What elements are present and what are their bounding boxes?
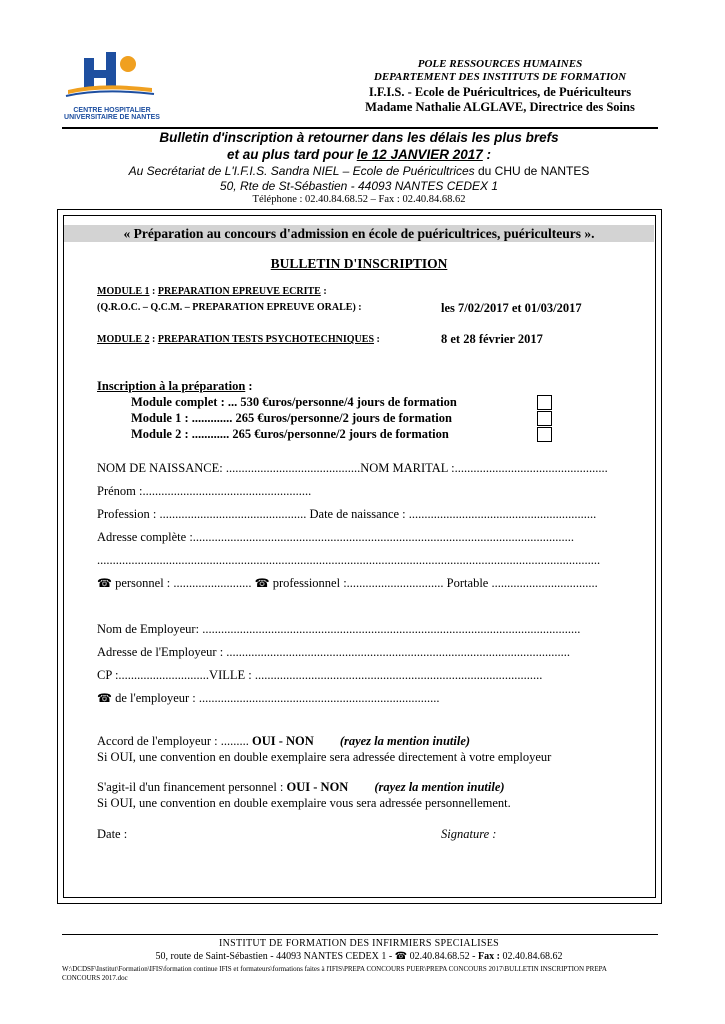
field-prenom[interactable]: Prénom :...................................................... [97, 484, 312, 498]
module1-heading [97, 286, 327, 297]
chu-nantes: du CHU de NANTES [474, 164, 590, 178]
intro-line1: Bulletin d'inscription à retourner dans les délais les plus brefs [159, 130, 559, 145]
logo-line2: UNIVERSITAIRE DE NANTES [64, 114, 160, 121]
option-module-complet: Module complet : ... 530 €uros/personne/4 jours de formation [131, 395, 457, 409]
logo-mark-icon [62, 50, 162, 102]
org-departement: DEPARTEMENT DES INSTITUTS DE FORMATION [373, 71, 627, 83]
module2-heading [97, 334, 380, 345]
tel-employeur: de l'employeur : ............................................................................. [111, 691, 440, 705]
field-profession-naissance[interactable]: Profession : ............................................... Date de naissance : ............................................................ [97, 507, 597, 521]
tel-pro: professionnel :............................... Portable .................................. [269, 576, 598, 590]
signature-label[interactable]: Signature : [441, 827, 497, 841]
org-pole: POLE RESSOURCES HUMAINES [417, 58, 583, 70]
phone-icon: ☎ [97, 691, 112, 705]
secretariat: Au Secrétariat de L'I.F.I.S. Sandra NIEL – Ecole de Puéricultrices [128, 164, 475, 178]
chu-logo [62, 50, 162, 125]
inscription-heading [97, 379, 253, 394]
module1-label: MODULE 1 [97, 286, 150, 297]
module1-dates: les 7/02/2017 et 01/03/2017 [441, 301, 582, 315]
phone-icon: ☎ [97, 576, 112, 590]
field-nom[interactable]: NOM DE NAISSANCE: ...........................................NOM MARITAL :................................................. [97, 461, 608, 475]
field-cp-ville[interactable]: CP :.............................VILLE : ............................................................................................ [97, 668, 543, 682]
module2-colon: : [374, 334, 380, 345]
accord-employeur [97, 734, 470, 749]
intro-address: 50, Rte de St-Sébastien - 44093 NANTES CEDEX 1 [219, 179, 499, 193]
inscription-colon: : [245, 379, 253, 393]
accord-oui-non[interactable]: OUI - NON [252, 734, 314, 748]
footer-fax: 02.40.84.68.62 [499, 951, 563, 962]
footer-path-2: CONCOURS 2017.doc [62, 974, 128, 982]
footer-fax-label: Fax : [478, 951, 500, 962]
footer-path: W:\DCDSF\Institut\Formation\IFIS\formation continue IFIS et formateurs\formations faites à l'IFIS\PREPA CONCOURS PUER\PREPA CONCOURS 2017\BULLETIN INSCRIPTION PREPA [62, 965, 607, 973]
module2-dates: 8 et 28 février 2017 [441, 332, 543, 346]
intro-phone-fax: Téléphone : 02.40.84.68.52 – Fax : 02.40.84.68.62 [252, 194, 466, 205]
date-label[interactable]: Date : [97, 827, 128, 841]
financement-oui-non[interactable]: OUI - NON [286, 780, 349, 794]
financement-label: S'agit-il d'un financement personnel : [97, 780, 287, 794]
header-divider [62, 127, 658, 129]
checkbox-module-2[interactable] [537, 427, 552, 442]
school-name: I.F.I.S. - Ecole de Puéricultrices, de Puériculteurs [368, 85, 632, 99]
footer-divider [62, 934, 658, 935]
option-module-2: Module 2 : ............ 265 €uros/personne/2 jours de formation [131, 427, 449, 441]
financement-line2: Si OUI, une convention en double exemplaire vous sera adressée personnellement. [97, 796, 511, 810]
module2-name: PREPARATION TESTS PSYCHOTECHNIQUES [157, 334, 375, 345]
option-module-1: Module 1 : ............. 265 €uros/personne/2 jours de formation [131, 411, 452, 425]
intro-line2-text: et au plus tard pour [226, 147, 357, 162]
module2-label: MODULE 2 [97, 334, 150, 345]
form-subtitle: BULLETIN D'INSCRIPTION [270, 256, 448, 271]
field-adresse-suite[interactable]: ................................................................................................................................................................. [97, 553, 601, 567]
deadline-date: le 12 JANVIER 2017 [356, 147, 483, 162]
checkbox-module-complet[interactable] [537, 395, 552, 410]
logo-line1: CENTRE HOSPITALIER [73, 107, 151, 114]
field-telephones[interactable] [97, 576, 598, 591]
phone-icon: ☎ [254, 576, 270, 590]
field-employeur[interactable]: Nom de Employeur: ......................................................................................................................... [97, 622, 581, 636]
module1-details: (Q.R.O.C. – Q.C.M. – PREPARATION EPREUVE ORALE) : [97, 302, 362, 313]
form-title: « Préparation au concours d'admission en école de puéricultrices, puériculteurs ». [123, 226, 595, 241]
financement-note: (rayez la mention inutile) [374, 780, 505, 794]
financement-personnel [97, 780, 505, 795]
accord-line2: Si OUI, une convention en double exemplaire sera adressée directement à votre employeur [97, 750, 552, 764]
intro-line2-end: : [482, 147, 492, 162]
field-adresse[interactable]: Adresse complète :.......................................................................................................................... [97, 530, 575, 544]
footer-institute: INSTITUT DE FORMATION DES INFIRMIERS SPECIALISES [218, 938, 500, 949]
module1-name: PREPARATION EPREUVE ECRITE [157, 286, 321, 297]
director-name: Madame Nathalie ALGLAVE, Directrice des Soins [365, 100, 635, 114]
phone-icon: ☎ [394, 951, 408, 962]
module1-sep: : [149, 286, 158, 297]
field-adresse-employeur[interactable]: Adresse de l'Employeur : .............................................................................................................. [97, 645, 571, 659]
field-tel-employeur[interactable] [97, 691, 440, 706]
intro-line2 [60, 147, 658, 162]
accord-label: Accord de l'employeur : ......... [97, 734, 252, 748]
checkbox-module-1[interactable] [537, 411, 552, 426]
footer-phone: 02.40.84.68.52 - [407, 951, 478, 962]
footer-address-text: 50, route de Saint-Sébastien - 44093 NANTES CEDEX 1 - [155, 951, 395, 962]
module1-colon: : [320, 286, 327, 297]
module2-sep: : [149, 334, 158, 345]
accord-note: (rayez la mention inutile) [339, 734, 471, 748]
tel-perso: personnel : ......................... [111, 576, 255, 590]
intro-line3 [60, 164, 658, 179]
footer-address [60, 951, 658, 962]
inscription-title: Inscription à la préparation [97, 379, 246, 393]
